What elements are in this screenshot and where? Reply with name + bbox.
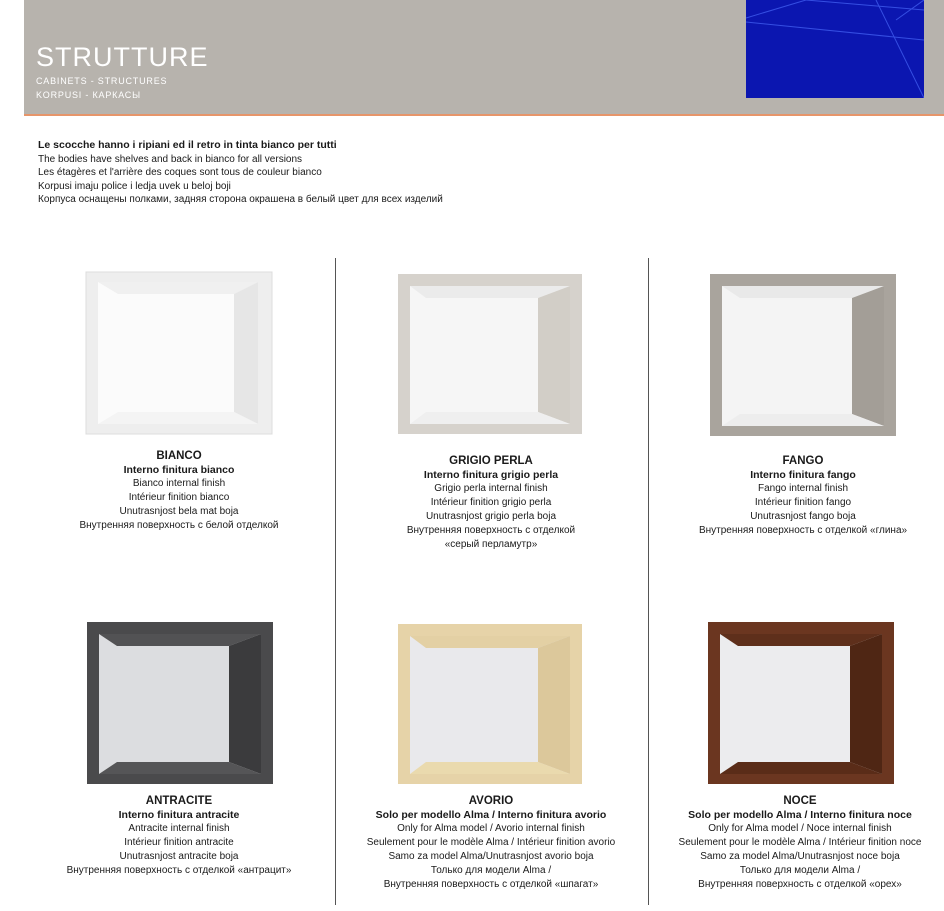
caption-line-fr: Seulement pour le modèle Alma / Intérieur finition noce (678, 837, 922, 848)
cabinet-image-avorio (396, 622, 584, 788)
caption-line-ru: Внутренняя поверхность с отделкой «антрацит» (66, 865, 292, 876)
caption-line-it: Interno finitura antracite (118, 809, 240, 821)
caption-line-sr: Unutrasnjost bela mat boja (119, 506, 239, 517)
caption-line-fr: Intérieur finition fango (754, 497, 852, 508)
caption-line-it: Interno finitura fango (750, 469, 856, 481)
page-subtitle-ru: KORPUSI - КАРКАСЫ (36, 90, 141, 100)
finish-name: NOCE (783, 795, 817, 807)
caption-line-ru-2: Внутренняя поверхность с отделкой «шпагат» (383, 879, 599, 890)
cabinet-image-noce (706, 620, 896, 788)
intro-line-fr: Les étagères et l'arrière des coques sont tous de couleur bianco (38, 167, 322, 178)
finish-name: GRIGIO PERLA (449, 455, 533, 467)
caption-noce (656, 794, 944, 892)
caption-antracite (40, 794, 318, 878)
caption-bianco (40, 449, 318, 533)
caption-line-fr: Intérieur finition antracite (124, 837, 234, 848)
finish-name: AVORIO (468, 795, 514, 807)
caption-line-ru: Внутренняя поверхность с отделкой (406, 525, 576, 536)
caption-line-ru: Только для модели Alma / (739, 865, 861, 876)
caption-line-ru-2: Внутренняя поверхность с отделкой «орех» (698, 879, 902, 890)
caption-line-it: Interno finitura grigio perla (423, 469, 559, 481)
caption-line-sr: Unutrasnjost fango boja (750, 511, 856, 522)
caption-line-en: Only for Alma model / Noce internal finish (708, 823, 892, 834)
finish-name: FANGO (782, 455, 824, 467)
caption-line-en: Fango internal finish (757, 483, 849, 494)
caption-line-sr: Samo za model Alma/Unutrasnjost avorio boja (388, 851, 594, 862)
caption-line-fr: Seulement pour le modèle Alma / Intérieur finition avorio (366, 837, 616, 848)
caption-grigio-perla (352, 454, 630, 552)
header-banner (24, 0, 944, 114)
blue-panel-image (746, 0, 924, 98)
finish-name: BIANCO (156, 450, 202, 462)
caption-line-en: Only for Alma model / Avorio internal finish (397, 823, 585, 834)
caption-line-sr: Unutrasnjost antracite boja (119, 851, 239, 862)
caption-line-fr: Intérieur finition grigio perla (430, 497, 552, 508)
cabinet-image-bianco (84, 270, 274, 438)
caption-line-ru-2: «серый перламутр» (444, 539, 538, 550)
caption-avorio (344, 794, 638, 892)
cabinet-image-antracite (85, 620, 275, 788)
intro-line-en: The bodies have shelves and back in bianco for all versions (38, 153, 303, 165)
page-subtitle-en: CABINETS - STRUCTURES (36, 76, 168, 86)
caption-line-fr: Intérieur finition bianco (128, 492, 230, 503)
caption-fango (662, 454, 944, 538)
finish-name: ANTRACITE (145, 795, 213, 807)
caption-line-it: Interno finitura bianco (123, 464, 235, 476)
column-divider-2 (648, 258, 649, 905)
caption-line-en: Bianco internal finish (132, 478, 226, 489)
caption-line-ru: Внутренняя поверхность с отделкой «глина» (698, 525, 908, 536)
caption-line-it: Solo per modello Alma / Interno finitura noce (688, 809, 912, 821)
caption-line-en: Antracite internal finish (128, 823, 230, 834)
caption-line-en: Grigio perla internal finish (434, 483, 548, 494)
caption-line-ru: Только для модели Alma / (430, 865, 552, 876)
intro-line-it: Le scocche hanno i ripiani ed il retro in tinta bianco per tutti (38, 139, 337, 151)
caption-line-sr: Samo za model Alma/Unutrasnjost noce boja (700, 851, 900, 862)
caption-line-ru: Внутренняя поверхность с белой отделкой (79, 520, 279, 531)
column-divider-1 (335, 258, 336, 905)
page-title: STRUTTURE (36, 42, 209, 72)
caption-line-sr: Unutrasnjost grigio perla boja (425, 511, 557, 522)
cabinet-image-fango (708, 272, 898, 440)
intro-line-sr: Korpusi imaju police i ledja uvek u beloj boji (38, 180, 231, 192)
intro-text (38, 139, 443, 207)
cabinet-image-grigio-perla (396, 272, 584, 438)
accent-divider (24, 114, 944, 116)
caption-line-it: Solo per modello Alma / Interno finitura avorio (375, 809, 607, 821)
intro-line-ru: Корпуса оснащены полками, задняя сторона окрашена в белый цвет для всех изделий (38, 194, 443, 205)
